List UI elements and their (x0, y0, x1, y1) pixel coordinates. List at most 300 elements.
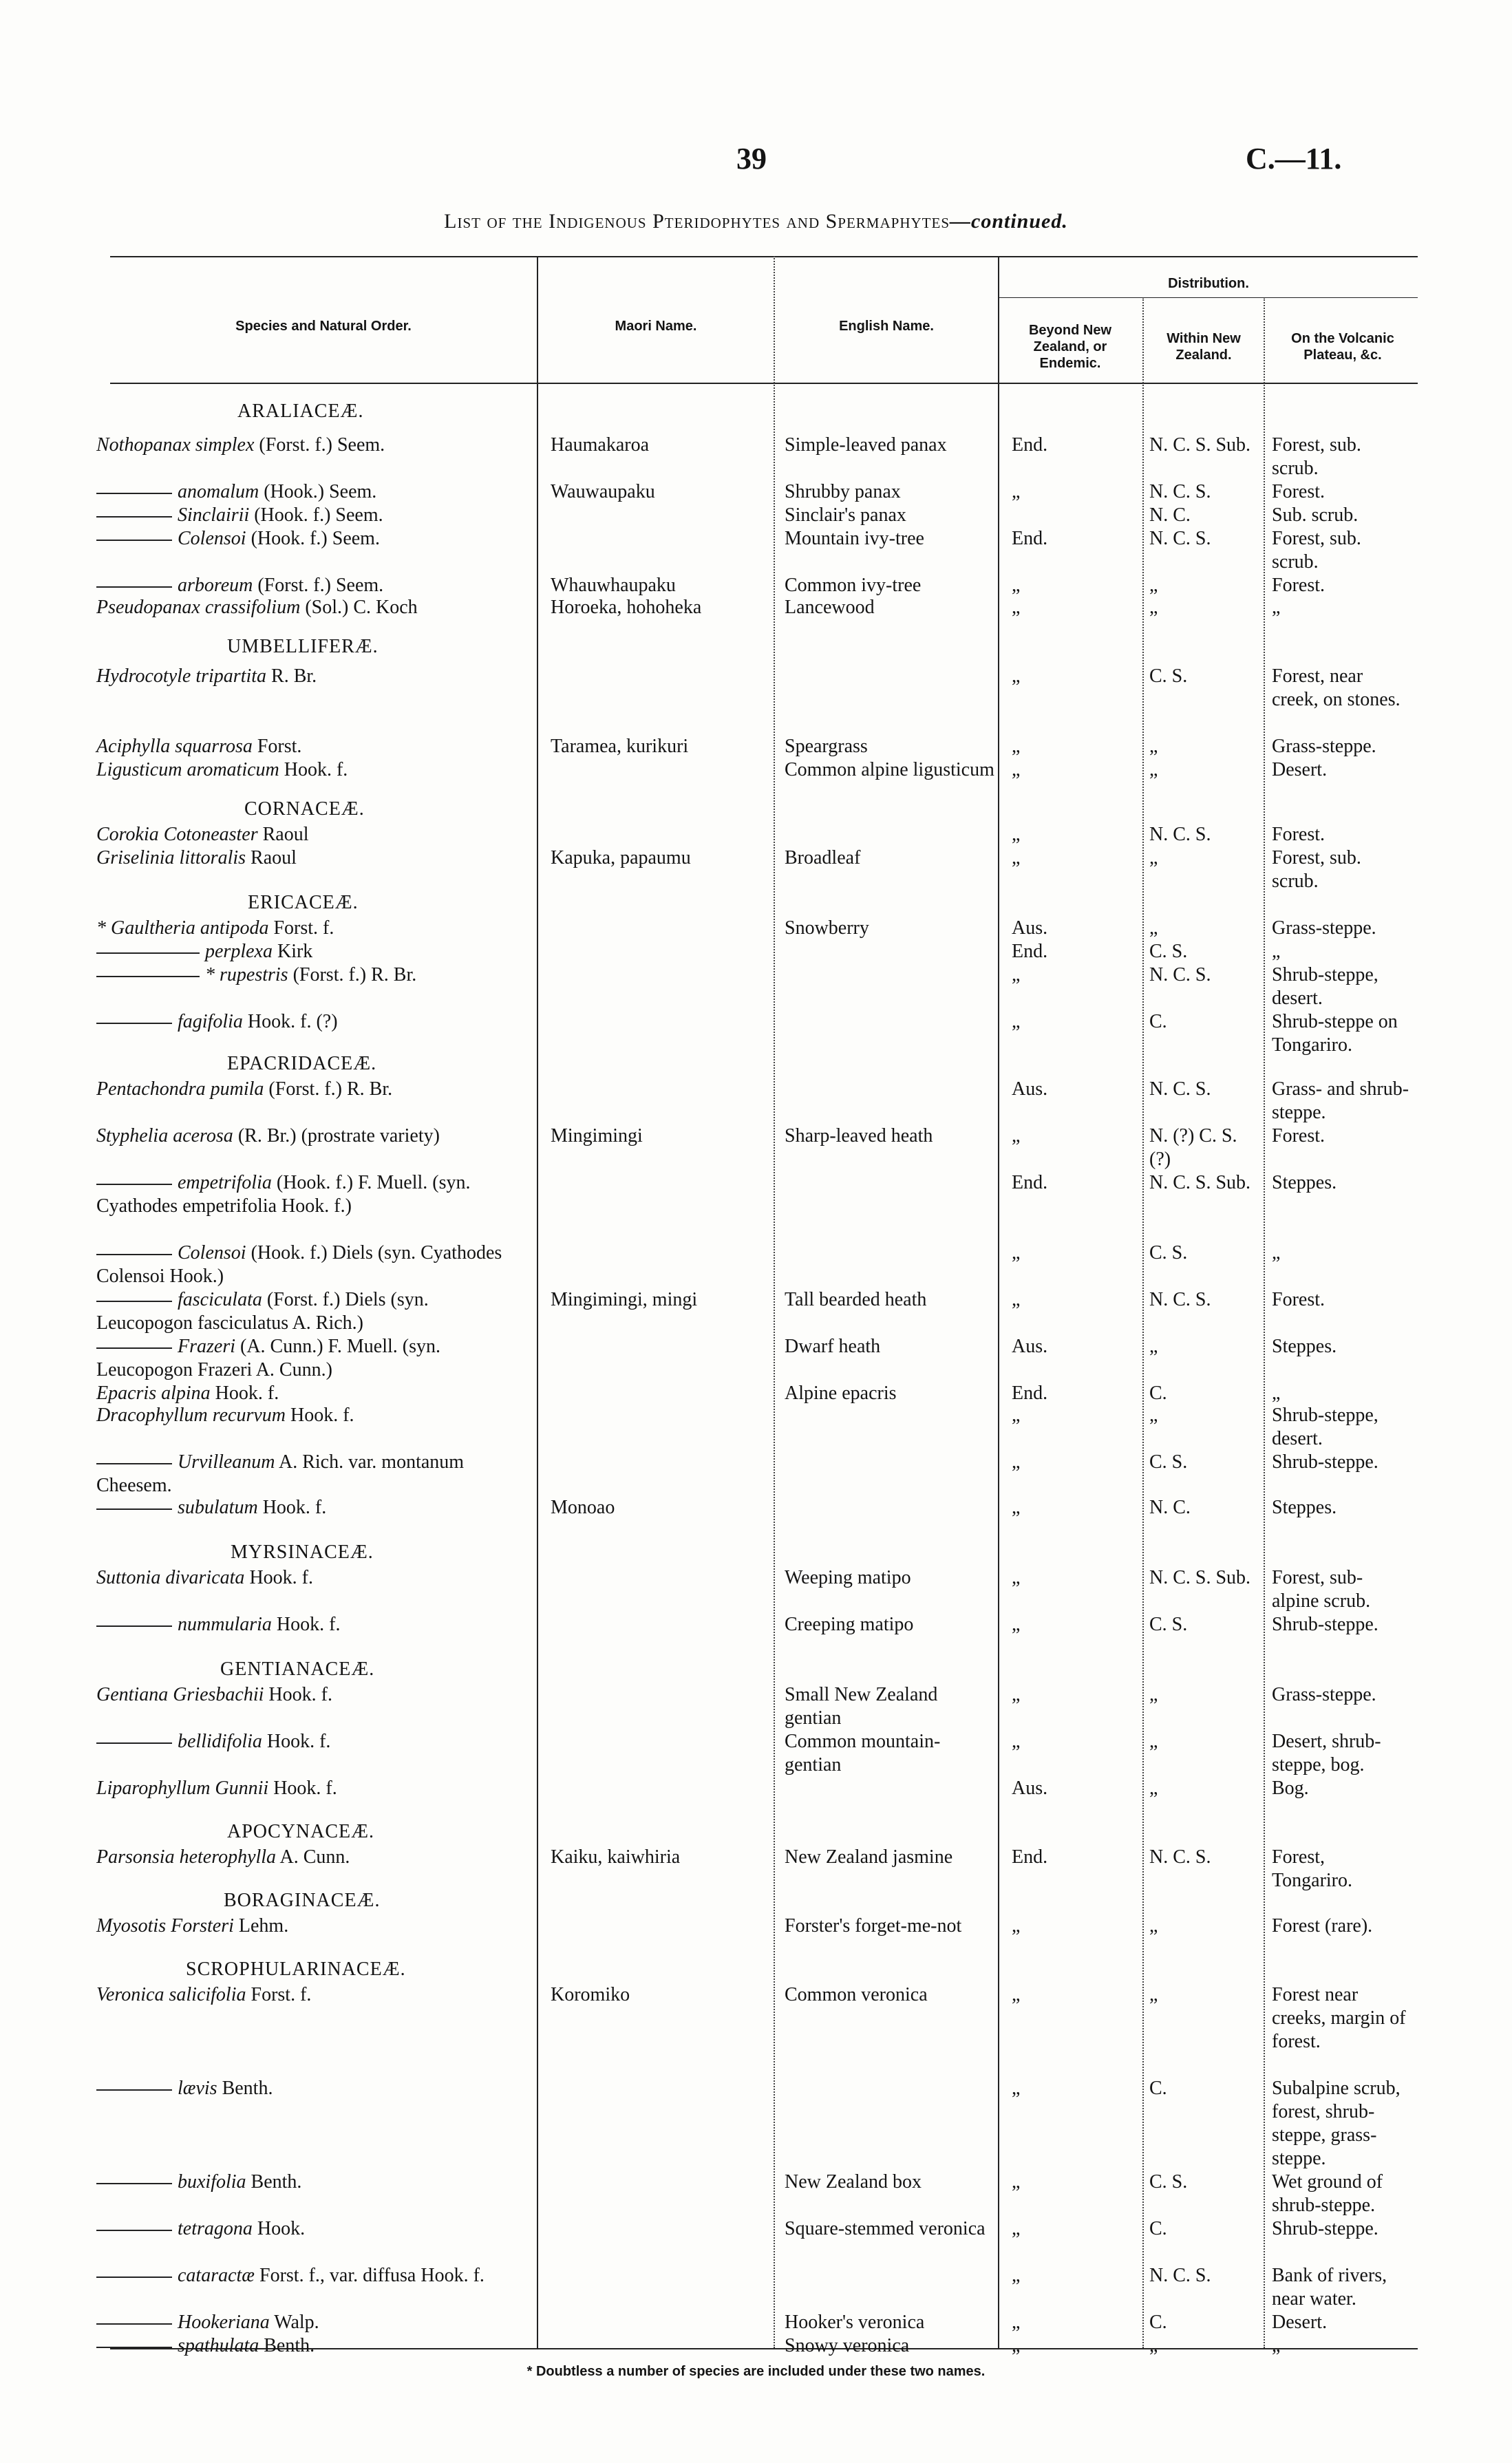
volcanic-plateau-cell: Bank of rivers, near water. (1272, 2265, 1387, 2310)
species-genus: bellidifolia (178, 1731, 262, 1752)
beyond-nz-cell: Aus. (1012, 1078, 1048, 1100)
volcanic-plateau-cell: Steppes. (1272, 1497, 1337, 1518)
volcanic-plateau-cell: Shrub-steppe. (1272, 1614, 1378, 1635)
beyond-nz-cell: End. (1012, 1846, 1048, 1868)
species-cell (96, 1730, 523, 1753)
species-authority: Hook. f. (262, 1497, 327, 1518)
species-genus: Liparophyllum Gunnii (96, 1778, 269, 1799)
volcanic-plateau-cell: Wet ground of shrub-steppe. (1272, 2171, 1383, 2216)
ditto-dash (96, 2089, 172, 2091)
volcanic-plateau-cell: Forest. (1272, 481, 1325, 502)
english-name-cell: Creeping matipo (785, 1614, 914, 1635)
species-cell (96, 1846, 523, 1869)
english-name-cell: Common veronica (785, 1984, 928, 2005)
maori-name-cell: Koromiko (551, 1984, 630, 2005)
english-name-cell: Simple-leaved panax (785, 434, 947, 456)
within-nz-cell: C. S. (1149, 2171, 1188, 2193)
beyond-nz-cell: „ (1012, 1497, 1021, 1518)
english-name-cell: Snowberry (785, 917, 869, 939)
ditto-dash (96, 1347, 172, 1349)
english-name-cell: Alpine epacris (785, 1383, 897, 1404)
within-nz-cell: „ (1149, 1336, 1158, 1357)
family-heading: ARALIACEÆ. (237, 401, 364, 422)
species-genus: Suttonia divaricata (96, 1567, 245, 1588)
volcanic-plateau-cell: Forest, sub. scrub. (1272, 847, 1361, 892)
english-name-cell: Common alpine ligusticum (785, 759, 994, 780)
within-nz-cell: C. S. (1149, 1451, 1188, 1473)
within-nz-cell: N. C. S. (1149, 1289, 1211, 1310)
species-genus: Pentachondra pumila (96, 1078, 264, 1100)
species-authority: (Forst. f.) R. Br. (268, 1078, 393, 1100)
english-name-cell: Tall bearded heath (785, 1289, 927, 1310)
beyond-nz-cell: „ (1012, 1405, 1021, 1426)
ditto-dash (96, 976, 200, 977)
within-nz-cell: N. C. S. Sub. (1149, 1567, 1251, 1588)
within-nz-cell: N. C. S. (1149, 1846, 1211, 1868)
species-genus: Frazeri (178, 1336, 235, 1357)
species-authority: (Forst. f.) Diels (syn. Leucopogon fasciculatus A. Rich.) (96, 1289, 429, 1334)
beyond-nz-cell: „ (1012, 597, 1021, 618)
beyond-nz-cell: Aus. (1012, 1778, 1048, 1799)
species-genus: Sinclairii (178, 504, 250, 526)
species-authority: A. Cunn. (279, 1846, 350, 1868)
species-genus: empetrifolia (178, 1172, 272, 1193)
beyond-nz-cell: End. (1012, 1172, 1048, 1193)
within-nz-cell: C. (1149, 2218, 1167, 2239)
species-authority: (Sol.) C. Koch (305, 597, 418, 618)
volcanic-plateau-cell: „ (1272, 941, 1281, 962)
volcanic-plateau-cell: Shrub-steppe, desert. (1272, 1405, 1378, 1449)
beyond-nz-cell: „ (1012, 1915, 1021, 1937)
family-heading: MYRSINACEÆ. (231, 1542, 374, 1563)
species-authority: Hook. f. (284, 759, 348, 780)
volcanic-plateau-cell: Forest, Tongariro. (1272, 1846, 1353, 1891)
col-header-english: English Name. (839, 319, 934, 334)
species-cell (96, 1566, 523, 1590)
species-genus: anomalum (178, 481, 259, 502)
within-nz-cell: „ (1149, 2335, 1158, 2356)
species-cell (96, 574, 523, 597)
species-cell (96, 2334, 523, 2358)
footnote: * Doubtless a number of species are included under these two names. (526, 2364, 986, 2379)
family-heading: UMBELLIFERÆ. (227, 636, 379, 657)
english-name-cell: Broadleaf (785, 847, 861, 868)
species-cell (96, 1983, 523, 2007)
volcanic-plateau-cell: Forest. (1272, 824, 1325, 845)
species-cell (96, 665, 523, 688)
maori-name-cell: Horoeka, hohoheka (551, 597, 702, 618)
ditto-dash (96, 2277, 172, 2278)
species-genus: Pseudopanax crassifolium (96, 597, 301, 618)
species-cell (96, 1404, 523, 1427)
species-cell (96, 1124, 523, 1148)
table-top-rule (110, 256, 1418, 257)
species-genus: subulatum (178, 1497, 258, 1518)
volcanic-plateau-cell: Forest. (1272, 575, 1325, 596)
within-nz-cell: „ (1149, 575, 1158, 596)
ditto-dash (96, 1463, 172, 1464)
species-cell (96, 2077, 523, 2100)
within-nz-cell: „ (1149, 1915, 1158, 1937)
species-cell (96, 2217, 523, 2241)
volcanic-plateau-cell: Grass-steppe. (1272, 1684, 1376, 1705)
species-genus: perplexa (205, 941, 273, 962)
volcanic-plateau-cell: Forest, sub-alpine scrub. (1272, 1567, 1371, 1612)
species-authority: (R. Br.) (prostrate variety) (237, 1125, 440, 1147)
species-genus: Griselinia littoralis (96, 847, 246, 868)
species-cell (96, 434, 523, 457)
species-authority: R. Br. (271, 665, 317, 687)
species-authority: (A. Cunn.) F. Muell. (syn. Leucopogon Frazeri A. Cunn.) (96, 1336, 440, 1380)
maori-name-cell: Wauwaupaku (551, 481, 655, 502)
family-heading: GENTIANACEÆ. (220, 1659, 375, 1680)
maori-name-cell: Mingimingi (551, 1125, 643, 1147)
maori-name-cell: Kapuka, papaumu (551, 847, 691, 868)
species-cell (96, 1335, 523, 1382)
volcanic-plateau-cell: Shrub-steppe. (1272, 2218, 1378, 2239)
ditto-dash (96, 516, 172, 518)
english-name-cell: Mountain ivy-tree (785, 528, 924, 549)
english-name-cell: Common mountain-gentian (785, 1731, 941, 1776)
volcanic-plateau-cell: „ (1272, 1242, 1281, 1264)
maori-name-cell: Whauwhaupaku (551, 575, 676, 596)
species-authority: Kirk (277, 941, 313, 962)
english-name-cell: Weeping matipo (785, 1567, 911, 1588)
volcanic-plateau-cell: „ (1272, 597, 1281, 618)
col-header-beyond: Beyond New Zealand, or Endemic. (1028, 323, 1112, 371)
species-genus: Styphelia acerosa (96, 1125, 233, 1147)
species-cell (96, 2264, 523, 2288)
beyond-nz-cell: „ (1012, 2078, 1021, 2099)
english-name-cell: Sinclair's panax (785, 504, 906, 526)
volcanic-plateau-cell: Shrub-steppe. (1272, 1451, 1378, 1473)
species-authority: Hook. f. (290, 1405, 354, 1426)
beyond-nz-cell: „ (1012, 1289, 1021, 1310)
volcanic-plateau-cell: Shrub-steppe, desert. (1272, 964, 1378, 1009)
beyond-nz-cell: „ (1012, 824, 1021, 845)
family-heading: ERICACEÆ. (248, 892, 359, 913)
species-authority: Hook. f. (?) (247, 1011, 338, 1032)
maori-name-cell: Mingimingi, mingi (551, 1289, 698, 1310)
family-heading: CORNACEÆ. (244, 798, 365, 820)
species-genus: Myosotis Forsteri (96, 1915, 234, 1937)
within-nz-cell: N. C. S. (1149, 481, 1211, 502)
english-name-cell: Small New Zealand gentian (785, 1684, 938, 1729)
species-cell (96, 1613, 523, 1636)
page-number: 39 (736, 142, 767, 175)
english-name-cell: Common ivy-tree (785, 575, 922, 596)
within-nz-cell: N. C. S. (1149, 824, 1211, 845)
species-genus: Hookeriana (178, 2312, 270, 2333)
beyond-nz-cell: „ (1012, 1451, 1021, 1473)
within-nz-cell: N. C. (1149, 504, 1191, 526)
within-nz-cell: C. (1149, 2312, 1167, 2333)
volcanic-plateau-cell: „ (1272, 1383, 1281, 1404)
beyond-nz-cell: „ (1012, 1614, 1021, 1635)
beyond-nz-cell: Aus. (1012, 1336, 1048, 1357)
species-cell (96, 846, 523, 870)
volcanic-plateau-cell: Desert. (1272, 759, 1328, 780)
species-genus: Aciphylla squarrosa (96, 736, 253, 757)
species-cell (96, 1078, 523, 1101)
species-genus: fagifolia (178, 1011, 243, 1032)
volcanic-plateau-cell: „ (1272, 2335, 1281, 2356)
species-genus: spathulata (178, 2335, 259, 2356)
english-name-cell: Snowy veronica (785, 2335, 910, 2356)
species-genus: nummularia (178, 1614, 272, 1635)
species-authority: Lehm. (238, 1915, 289, 1937)
species-genus: Hydrocotyle tripartita (96, 665, 267, 687)
species-authority: (Forst. f.) R. Br. (292, 964, 417, 985)
species-cell (96, 735, 523, 758)
ditto-dash (96, 493, 172, 494)
beyond-nz-cell: „ (1012, 1684, 1021, 1705)
ditto-dash (96, 2347, 172, 2348)
species-cell (96, 480, 523, 504)
species-cell (96, 917, 523, 940)
beyond-nz-cell: „ (1012, 1242, 1021, 1264)
species-authority: (Forst. f.) Seem. (257, 575, 384, 596)
beyond-nz-cell: „ (1012, 1567, 1021, 1588)
species-genus: Colensoi (178, 528, 246, 549)
beyond-nz-cell: „ (1012, 736, 1021, 757)
ditto-dash (96, 586, 172, 588)
beyond-nz-cell: „ (1012, 2312, 1021, 2333)
col-header-distribution: Distribution. (1168, 276, 1249, 291)
english-name-cell: Shrubby panax (785, 481, 901, 502)
species-genus: Gentiana Griesbachii (96, 1684, 264, 1705)
within-nz-cell: „ (1149, 1778, 1158, 1799)
species-genus: Epacris alpina (96, 1383, 211, 1404)
col-divider-4 (1142, 297, 1144, 2348)
english-name-cell: Hooker's veronica (785, 2312, 925, 2333)
volcanic-plateau-cell: Shrub-steppe on Tongariro. (1272, 1011, 1398, 1056)
species-cell (96, 504, 523, 527)
distribution-rule (998, 297, 1418, 298)
species-authority: Walp. (274, 2312, 319, 2333)
species-genus: Urvilleanum (178, 1451, 275, 1473)
species-cell (96, 1777, 523, 1800)
family-heading: EPACRIDACEÆ. (227, 1053, 377, 1074)
species-cell (96, 2171, 523, 2194)
within-nz-cell: N. C. S. (1149, 964, 1211, 985)
species-authority: Raoul (262, 824, 309, 845)
within-nz-cell: „ (1149, 847, 1158, 868)
volcanic-plateau-cell: Grass-steppe. (1272, 736, 1376, 757)
ditto-dash (96, 1184, 172, 1185)
volcanic-plateau-cell: Bog. (1272, 1778, 1309, 1799)
beyond-nz-cell: End. (1012, 434, 1048, 456)
beyond-nz-cell: „ (1012, 2335, 1021, 2356)
beyond-nz-cell: „ (1012, 2265, 1021, 2286)
volcanic-plateau-cell: Forest (rare). (1272, 1915, 1373, 1937)
within-nz-cell: „ (1149, 917, 1158, 939)
species-cell (96, 1683, 523, 1707)
ditto-dash (96, 1742, 172, 1744)
col-divider-5 (1264, 297, 1265, 2348)
species-authority: Forst. f. (251, 1984, 312, 2005)
english-name-cell: New Zealand box (785, 2171, 922, 2193)
ditto-dash (96, 2183, 172, 2184)
species-genus: buxifolia (178, 2171, 246, 2193)
species-authority: (Forst. f.) Seem. (259, 434, 385, 456)
volcanic-plateau-cell: Grass-steppe. (1272, 917, 1376, 939)
within-nz-cell: N. C. S. (1149, 2265, 1211, 2286)
species-cell (96, 596, 523, 619)
maori-name-cell: Kaiku, kaiwhiria (551, 1846, 681, 1868)
col-header-maori: Maori Name. (615, 319, 697, 334)
species-genus: cataractæ (178, 2265, 255, 2286)
species-genus: Colensoi (178, 1242, 246, 1264)
col-divider-1 (537, 256, 538, 2348)
beyond-nz-cell: End. (1012, 941, 1048, 962)
family-heading: SCROPHULARINACEÆ. (186, 1959, 406, 1980)
species-cell (96, 1451, 523, 1497)
within-nz-cell: „ (1149, 597, 1158, 618)
within-nz-cell: N. C. S. Sub. (1149, 1172, 1251, 1193)
beyond-nz-cell: „ (1012, 2171, 1021, 2193)
species-cell (96, 823, 523, 846)
species-cell (96, 1010, 523, 1034)
title-main: List of the Indigenous Pteridophytes and Spermaphytes (444, 210, 950, 233)
ditto-dash (96, 1023, 172, 1024)
english-name-cell: Speargrass (785, 736, 868, 757)
beyond-nz-cell: „ (1012, 1011, 1021, 1032)
volcanic-plateau-cell: Forest, sub. scrub. (1272, 434, 1361, 479)
species-authority: (Hook. f.) Seem. (254, 504, 383, 526)
english-name-cell: Square-stemmed veronica (785, 2218, 986, 2239)
volcanic-plateau-cell: Forest, near creek, on stones. (1272, 665, 1401, 710)
page-title (0, 210, 1512, 233)
within-nz-cell: C. (1149, 2078, 1167, 2099)
species-authority: Hook. f. (268, 1684, 332, 1705)
within-nz-cell: C. S. (1149, 1614, 1188, 1635)
species-authority: Hook. (257, 2218, 306, 2239)
species-authority: (Hook. f.) Seem. (251, 528, 380, 549)
volcanic-plateau-cell: Desert, shrub-steppe, bog. (1272, 1731, 1381, 1776)
species-cell (96, 963, 523, 987)
beyond-nz-cell: Aus. (1012, 917, 1048, 939)
species-authority: Hook. f. (266, 1731, 331, 1752)
species-authority: Benth. (251, 2171, 302, 2193)
col-divider-2 (774, 256, 775, 2348)
species-genus: lævis (178, 2078, 217, 2099)
species-genus: Veronica salicifolia (96, 1984, 246, 2005)
species-authority: Forst. f. (273, 917, 334, 939)
species-authority: Benth. (222, 2078, 273, 2099)
title-continued: —continued. (950, 210, 1068, 233)
volcanic-plateau-cell: Forest near creeks, margin of forest. (1272, 1984, 1406, 2052)
species-authority: Hook. f. (276, 1614, 341, 1635)
document-reference: C.—11. (1246, 142, 1342, 175)
species-genus: Ligusticum aromaticum (96, 759, 279, 780)
beyond-nz-cell: „ (1012, 575, 1021, 596)
species-authority: Forst. f., var. diffusa Hook. f. (259, 2265, 485, 2286)
ditto-dash (96, 1254, 172, 1255)
species-authority: (Hook. f.) Diels (syn. Cyathodes Colensoi Hook.) (96, 1242, 502, 1287)
beyond-nz-cell: „ (1012, 2218, 1021, 2239)
english-name-cell: Sharp-leaved heath (785, 1125, 933, 1147)
english-name-cell: Dwarf heath (785, 1336, 881, 1357)
species-authority: Raoul (251, 847, 297, 868)
species-cell (96, 1171, 523, 1218)
volcanic-plateau-cell: Forest, sub. scrub. (1272, 528, 1361, 573)
species-genus: Nothopanax simplex (96, 434, 255, 456)
species-cell (96, 1915, 523, 1938)
col-header-volcanic: On the Volcanic Plateau, &c. (1291, 331, 1394, 363)
species-genus: * rupestris (205, 964, 288, 985)
beyond-nz-cell: „ (1012, 665, 1021, 687)
maori-name-cell: Monoao (551, 1497, 615, 1518)
maori-name-cell: Taramea, kurikuri (551, 736, 689, 757)
beyond-nz-cell: „ (1012, 481, 1021, 502)
within-nz-cell: „ (1149, 1731, 1158, 1752)
beyond-nz-cell: „ (1012, 847, 1021, 868)
species-genus: * Gaultheria antipoda (96, 917, 269, 939)
volcanic-plateau-cell: Sub. scrub. (1272, 504, 1359, 526)
english-name-cell: Lancewood (785, 597, 875, 618)
within-nz-cell: N. C. (1149, 1497, 1191, 1518)
species-genus: Corokia Cotoneaster (96, 824, 258, 845)
species-authority: A. Rich. var. montanum Cheesem. (96, 1451, 465, 1496)
volcanic-plateau-cell: Desert. (1272, 2312, 1328, 2333)
header-bottom-rule (110, 383, 1418, 384)
within-nz-cell: C. S. (1149, 1242, 1188, 1264)
species-cell (96, 1382, 523, 1405)
within-nz-cell: C. S. (1149, 941, 1188, 962)
within-nz-cell: C. S. (1149, 665, 1188, 687)
col-header-species: Species and Natural Order. (235, 319, 412, 334)
within-nz-cell: N. C. S. (1149, 528, 1211, 549)
within-nz-cell: „ (1149, 736, 1158, 757)
beyond-nz-cell: „ (1012, 1984, 1021, 2005)
species-cell (96, 940, 523, 963)
beyond-nz-cell: End. (1012, 1383, 1048, 1404)
maori-name-cell: Haumakaroa (551, 434, 650, 456)
species-cell (96, 2311, 523, 2334)
col-header-within: Within New Zealand. (1167, 331, 1241, 363)
english-name-cell: Forster's forget-me-not (785, 1915, 962, 1937)
ditto-dash (96, 1625, 172, 1627)
species-genus: fasciculata (178, 1289, 262, 1310)
ditto-dash (96, 952, 200, 954)
ditto-dash (96, 1301, 172, 1302)
volcanic-plateau-cell: Grass- and shrub-steppe. (1272, 1078, 1409, 1123)
volcanic-plateau-cell: Steppes. (1272, 1172, 1337, 1193)
species-authority: (Hook.) Seem. (264, 481, 377, 502)
within-nz-cell: N. C. S. (1149, 1078, 1211, 1100)
volcanic-plateau-cell: Forest. (1272, 1125, 1325, 1147)
species-authority: (Hook. f.) F. Muell. (syn. Cyathodes empetrifolia Hook. f.) (96, 1172, 471, 1217)
species-genus: Parsonsia heterophylla (96, 1846, 277, 1868)
within-nz-cell: „ (1149, 1984, 1158, 2005)
english-name-cell: New Zealand jasmine (785, 1846, 953, 1868)
species-genus: arboreum (178, 575, 253, 596)
within-nz-cell: „ (1149, 1684, 1158, 1705)
within-nz-cell: N. (?) C. S. (?) (1149, 1125, 1237, 1170)
species-cell (96, 1496, 523, 1520)
species-authority: Hook. f. (249, 1567, 313, 1588)
species-cell (96, 758, 523, 782)
beyond-nz-cell: End. (1012, 528, 1048, 549)
volcanic-plateau-cell: Steppes. (1272, 1336, 1337, 1357)
ditto-dash (96, 540, 172, 541)
ditto-dash (96, 1508, 172, 1510)
volcanic-plateau-cell: Subalpine scrub, forest, shrub-steppe, grass-steppe. (1272, 2078, 1401, 2169)
species-authority: Hook. f. (215, 1383, 279, 1404)
beyond-nz-cell: „ (1012, 964, 1021, 985)
beyond-nz-cell: „ (1012, 1731, 1021, 1752)
